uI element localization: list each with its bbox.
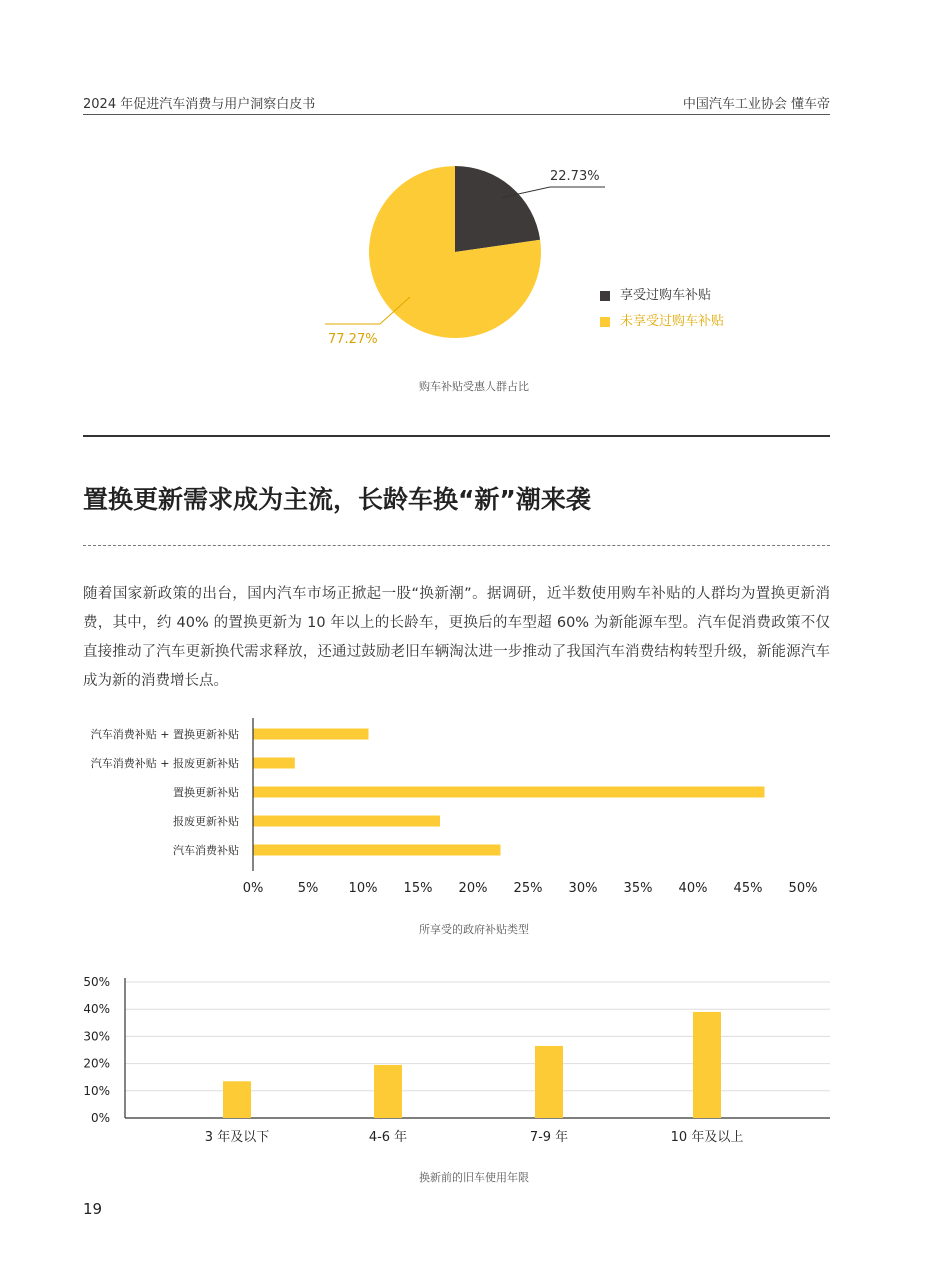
hbar-category-label: 报废更新补贴 — [173, 815, 239, 828]
legend-swatch-dark — [600, 291, 610, 301]
hbar-tick-label: 25% — [513, 881, 543, 896]
hbar-caption: 所享受的政府补贴类型 — [419, 923, 529, 936]
hbar-bar — [253, 845, 501, 856]
hbar-tick-label: 50% — [788, 881, 818, 896]
hbar-tick-label: 5% — [297, 881, 319, 896]
pie-legend-item-2 — [600, 310, 724, 329]
hbar-tick-label: 35% — [623, 881, 653, 896]
vbar-tick-label: 10% — [83, 1083, 110, 1098]
vbar-tick-label: 30% — [83, 1029, 110, 1044]
pie-legend-item-1 — [600, 284, 711, 303]
hbar-tick-label: 15% — [403, 881, 433, 896]
vbar-tick-label: 50% — [83, 975, 110, 989]
body-paragraph: 随着国家新政策的出台，国内汽车市场正掀起一股“换新潮”。据调研，近半数使用购车补贴的人群均为置换更新消费，其中，约 40% 的置换更新为 10 年以上的长龄车，更换后的车型超 60% 为新能源车型。汽车促消费政策不仅直接推动了汽车更新换代需求释放，还通过鼓励老旧车辆淘汰进一步推动了我国汽车消费结构转型升级，新能源汽车成为新的消费增长点。 — [83, 586, 830, 689]
section-title: 置换更新需求成为主流，长龄车换“新”潮来袭 — [83, 485, 591, 514]
hbar-category-label: 汽车消费补贴 — [173, 844, 239, 857]
pie-slice — [455, 166, 540, 252]
vbar-bar — [693, 1012, 721, 1118]
pie-caption: 购车补贴受惠人群占比 — [419, 380, 529, 393]
legend-label: 未享受过购车补贴 — [620, 314, 725, 329]
header-publisher: 中国汽车工业协会 懂车帝 — [682, 97, 830, 112]
hbar-tick-label: 10% — [348, 881, 378, 896]
hbar-chart — [60, 710, 840, 900]
vbar-chart — [60, 970, 840, 1150]
hbar-tick-label: 20% — [458, 881, 488, 896]
legend-swatch-yellow — [600, 317, 610, 327]
vbar-category-label: 4-6 年 — [368, 1130, 408, 1145]
section-divider — [83, 435, 830, 437]
legend-label: 享受过购车补贴 — [620, 288, 712, 303]
header-rule — [83, 114, 830, 115]
hbar-tick-label: 30% — [568, 881, 598, 896]
vbar-category-label: 10 年及以上 — [670, 1130, 744, 1145]
vbar-tick-label: 20% — [83, 1056, 110, 1071]
hbar-bar — [253, 787, 765, 798]
vbar-tick-label: 0% — [90, 1111, 110, 1125]
vbar-caption: 换新前的旧车使用年限 — [419, 1171, 529, 1184]
hbar-bar — [253, 758, 295, 769]
hbar-category-label: 汽车消费补贴 + 报废更新补贴 — [90, 757, 239, 770]
vbar-bar — [535, 1046, 563, 1118]
vbar-category-label: 3 年及以下 — [204, 1130, 270, 1145]
hbar-bar — [253, 729, 369, 740]
hbar-tick-label: 0% — [242, 881, 264, 896]
pie-value-label: 22.73% — [550, 169, 600, 184]
vbar-category-label: 7-9 年 — [529, 1130, 569, 1145]
page-number: 19 — [83, 1200, 103, 1218]
pie-value-label: 77.27% — [328, 332, 378, 347]
header-title: 2024 年促进汽车消费与用户洞察白皮书 — [83, 97, 316, 112]
hbar-tick-label: 45% — [733, 881, 763, 896]
hbar-category-label: 汽车消费补贴 + 置换更新补贴 — [90, 728, 239, 741]
vbar-bar — [223, 1081, 251, 1118]
hbar-bar — [253, 816, 440, 827]
vbar-bar — [374, 1065, 402, 1118]
hbar-tick-label: 40% — [678, 881, 708, 896]
dashed-divider — [83, 545, 830, 546]
vbar-tick-label: 40% — [83, 1002, 110, 1017]
hbar-category-label: 置换更新补贴 — [173, 786, 239, 799]
